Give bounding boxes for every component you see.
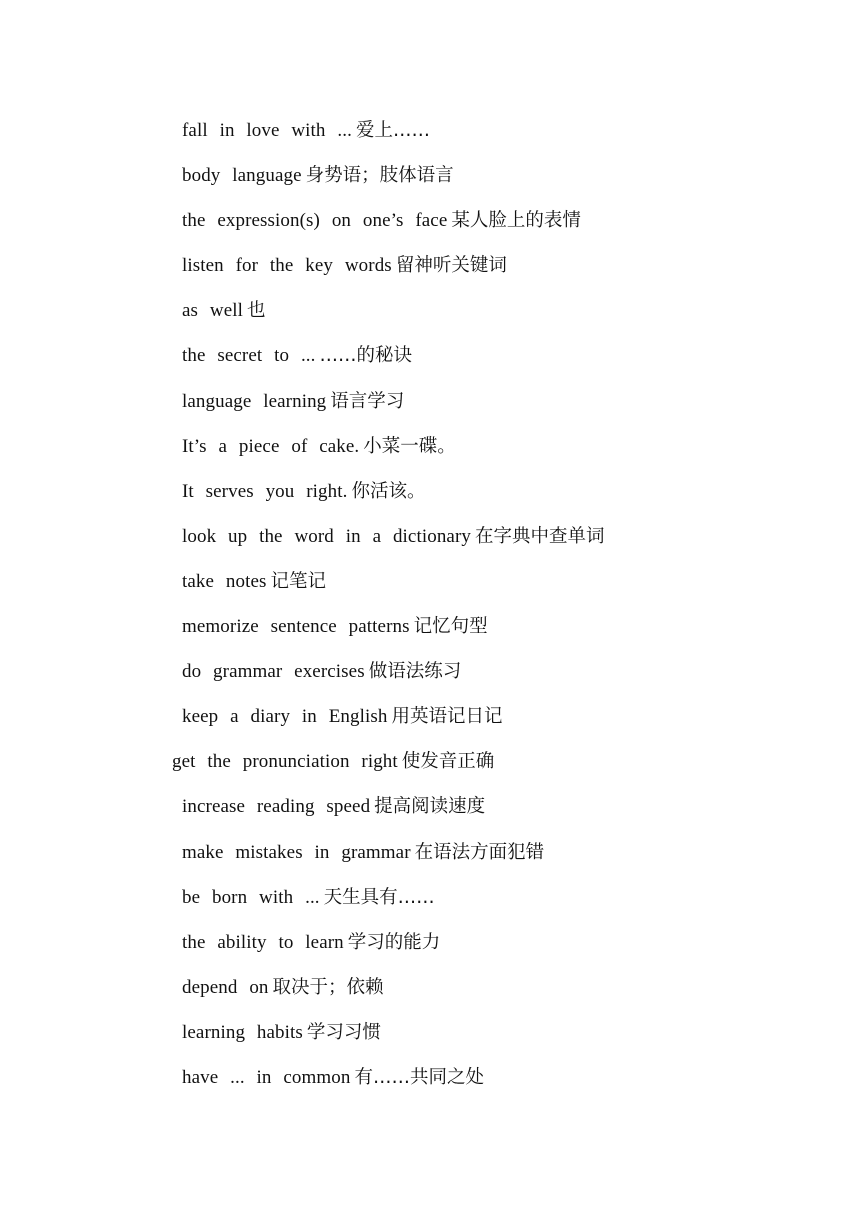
phrase-english: It serves you right. (182, 480, 348, 502)
phrase-chinese: 也 (247, 300, 266, 322)
phrase-english: be born with ... (182, 886, 320, 908)
phrase-english: do grammar exercises (182, 661, 365, 683)
phrase-list (0, 117, 860, 1109)
phrase-chinese: 某人脸上的表情 (451, 210, 581, 232)
phrase-chinese: 使发音正确 (401, 751, 495, 773)
phrase-english: make mistakes in grammar (182, 841, 411, 863)
phrase-english: keep a diary in English (182, 706, 388, 728)
phrase-row (0, 342, 860, 387)
phrase-row (0, 252, 860, 297)
phrase-chinese: 做语法练习 (368, 661, 462, 683)
phrase-row (0, 207, 860, 252)
phrase-row (0, 523, 860, 568)
phrase-chinese: 取决于；依赖 (272, 976, 384, 998)
phrase-chinese: 在语法方面犯错 (414, 841, 545, 863)
phrase-english: fall in love with ... (182, 120, 352, 141)
phrase-chinese: 记忆句型 (413, 616, 488, 638)
phrase-row (0, 117, 860, 162)
phrase-chinese: 语言学习 (330, 390, 405, 412)
phrase-chinese: 天生具有…… (323, 886, 435, 908)
phrase-row (0, 433, 860, 478)
phrase-row (0, 748, 860, 793)
phrase-row (0, 297, 860, 342)
phrase-row (0, 568, 860, 613)
phrase-row (0, 703, 860, 748)
phrase-english: look up the word in a dictionary (182, 525, 471, 547)
phrase-chinese: 有……共同之处 (354, 1066, 484, 1088)
phrase-english: the expression(s) on one’s face (182, 210, 448, 232)
phrase-english: language learning (182, 390, 327, 412)
phrase-row (0, 613, 860, 658)
phrase-english: listen for the key words (182, 255, 392, 277)
phrase-english: It’s a piece of cake. (182, 435, 360, 457)
phrase-row (0, 974, 860, 1019)
phrase-chinese: 小菜一碟。 (363, 435, 456, 457)
phrase-row (0, 884, 860, 929)
phrase-chinese: 爱上…… (355, 120, 430, 141)
phrase-english: learning habits (182, 1021, 303, 1043)
phrase-chinese: 提高阅读速度 (374, 796, 486, 818)
phrase-row (0, 839, 860, 884)
phrase-chinese: 学习习惯 (306, 1021, 381, 1043)
phrase-chinese: 在字典中查单词 (474, 525, 605, 547)
phrase-row (0, 658, 860, 703)
phrase-chinese: 学习的能力 (347, 931, 441, 953)
phrase-english: depend on (182, 976, 269, 998)
phrase-english: get the pronunciation right (172, 751, 398, 773)
phrase-chinese: ……的秘诀 (319, 345, 413, 367)
phrase-english: body language (182, 165, 302, 187)
phrase-chinese: 用英语记日记 (391, 706, 503, 728)
phrase-english: the secret to ... (182, 345, 316, 367)
phrase-english: increase reading speed (182, 796, 371, 818)
phrase-english: the ability to learn (182, 931, 344, 953)
phrase-english: have ... in common (182, 1066, 351, 1088)
phrase-english: memorize sentence patterns (182, 616, 410, 638)
phrase-chinese: 记笔记 (270, 570, 327, 592)
phrase-chinese: 身势语；肢体语言 (305, 165, 454, 187)
phrase-row (0, 388, 860, 433)
phrase-english: take notes (182, 570, 267, 592)
phrase-english: as well (182, 300, 243, 322)
phrase-row (0, 1064, 860, 1109)
phrase-row (0, 1019, 860, 1064)
phrase-row (0, 478, 860, 523)
phrase-row (0, 929, 860, 974)
phrase-chinese: 你活该。 (351, 480, 426, 502)
phrase-row (0, 162, 860, 207)
phrase-row (0, 793, 860, 838)
phrase-chinese: 留神听关键词 (395, 255, 507, 277)
